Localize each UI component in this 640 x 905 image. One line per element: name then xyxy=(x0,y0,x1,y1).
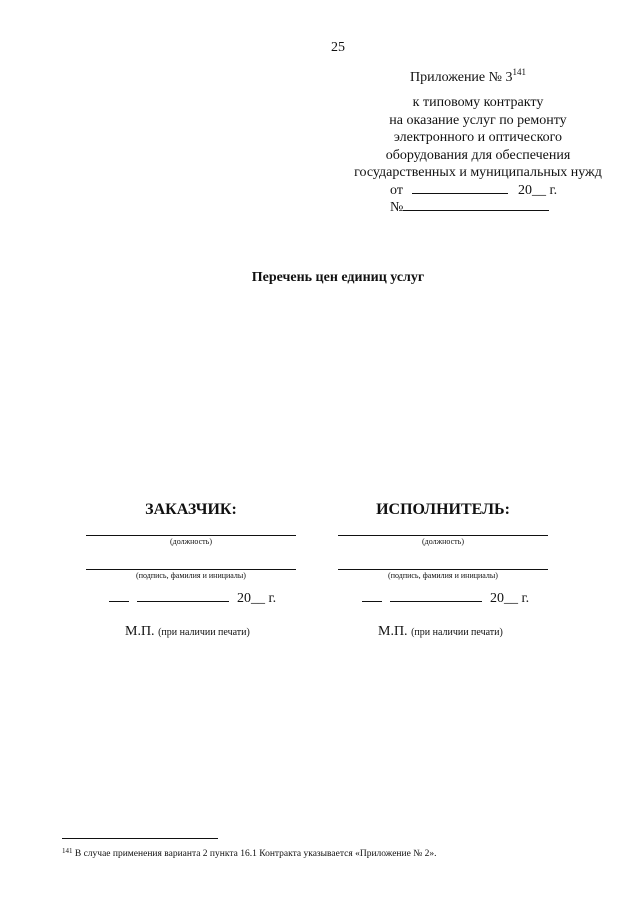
customer-month-blank xyxy=(137,589,229,602)
footnote-text: В случае применения варианта 2 пункта 16.1 Контракта указывается «Приложение № 2». xyxy=(74,849,437,859)
footnote-divider xyxy=(62,838,218,839)
contractor-signature-line xyxy=(338,569,548,570)
customer-stamp xyxy=(125,624,250,640)
customer-date-year: 20__ г. xyxy=(237,591,277,606)
contractor-stamp-note: (при наличии печати) xyxy=(411,627,503,638)
page-number: 25 xyxy=(331,40,345,55)
footnote xyxy=(62,847,437,859)
contract-number-prefix: № xyxy=(390,200,404,215)
customer-signature-caption: (подпись, фамилия и инициалы) xyxy=(136,571,246,580)
customer-position-line xyxy=(86,535,296,536)
customer-position-caption: (должность) xyxy=(170,537,212,546)
contract-description xyxy=(320,94,636,182)
customer-stamp-label: М.П. xyxy=(125,624,155,639)
contractor-date-year: 20__ г. xyxy=(490,591,530,606)
contractor-day-blank xyxy=(362,589,382,602)
contract-date-year: 20__ г. xyxy=(517,183,558,198)
contract-date-line xyxy=(390,181,557,199)
contract-line: к типовому контракту xyxy=(412,95,544,110)
contractor-heading: ИСПОЛНИТЕЛЬ: xyxy=(376,501,510,518)
contract-line: оборудования для обеспечения xyxy=(385,147,571,163)
contract-line: на оказание услуг по ремонту xyxy=(389,112,567,128)
contractor-position-line xyxy=(338,535,548,536)
contractor-month-blank xyxy=(390,589,482,602)
contract-date-prefix: от xyxy=(390,183,403,198)
contractor-stamp xyxy=(378,624,503,640)
appendix-label xyxy=(410,67,526,86)
contract-number-blank xyxy=(403,198,549,211)
contractor-position-caption: (должность) xyxy=(422,537,464,546)
contractor-stamp-label: М.П. xyxy=(378,624,408,639)
appendix-footnote-ref: 141 xyxy=(512,67,526,77)
contract-number-line xyxy=(390,198,549,216)
contract-line: электронного и оптического xyxy=(393,130,563,145)
contractor-date-line xyxy=(362,589,529,607)
contract-line: государственных и муниципальных нужд xyxy=(354,165,602,180)
customer-signature-line xyxy=(86,569,296,570)
contract-date-blank xyxy=(412,181,508,194)
appendix-label-text: Приложение № 3 xyxy=(410,70,513,85)
customer-date-line xyxy=(109,589,276,607)
footnote-number: 141 xyxy=(62,847,73,855)
customer-day-blank xyxy=(109,589,129,602)
customer-heading: ЗАКАЗЧИК: xyxy=(145,501,237,518)
document-title: Перечень цен единиц услуг xyxy=(251,270,425,285)
contractor-signature-caption: (подпись, фамилия и инициалы) xyxy=(388,571,498,580)
customer-stamp-note: (при наличии печати) xyxy=(158,627,250,638)
